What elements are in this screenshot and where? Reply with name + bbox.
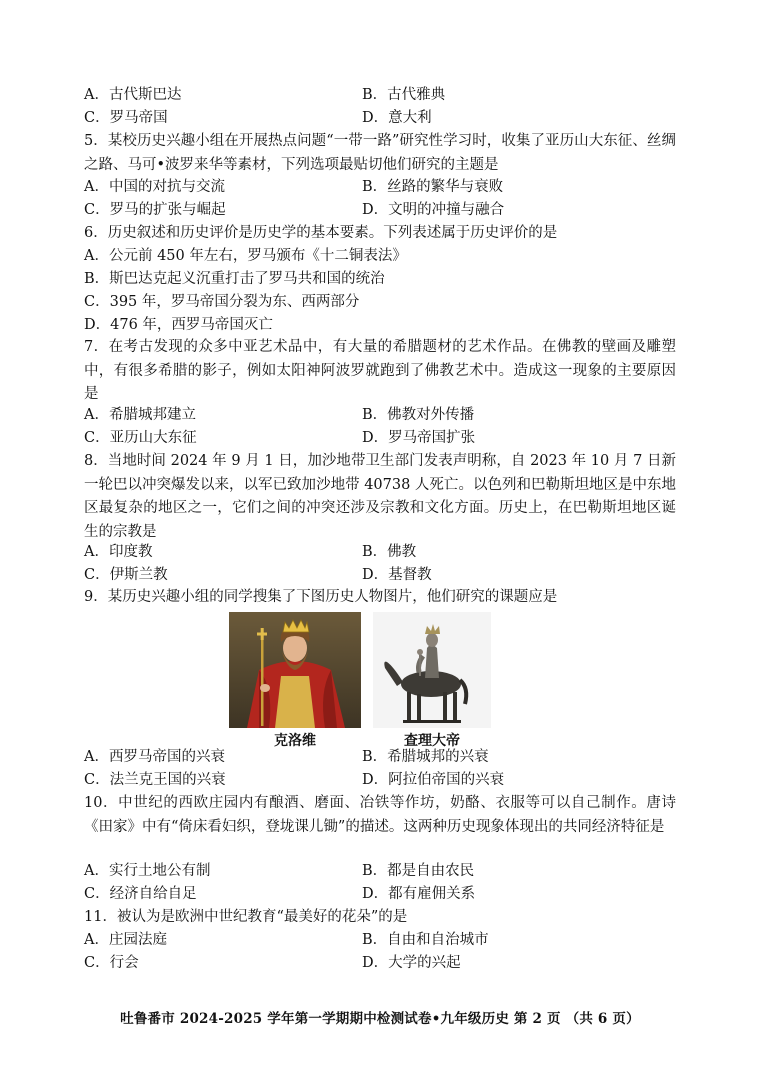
page-footer: 吐鲁番市 2024-2025 学年第一学期期中检测试卷•九年级历史 第 2 页 （共 6 页） bbox=[120, 1011, 640, 1027]
q4-option-c: C．罗马帝国 bbox=[84, 110, 168, 126]
q11-option-c: C．行会 bbox=[84, 955, 139, 971]
charlemagne-statue-image bbox=[373, 612, 491, 728]
q4-option-d: D．意大利 bbox=[362, 110, 432, 126]
q9-option-d: D．阿拉伯帝国的兴衰 bbox=[362, 772, 505, 788]
q10-option-c: C．经济自给自足 bbox=[84, 886, 197, 902]
q4-option-a: A．古代斯巴达 bbox=[84, 87, 182, 103]
q5-option-c: C．罗马的扩张与崛起 bbox=[84, 202, 226, 218]
q9-option-a: A．西罗马帝国的兴衰 bbox=[84, 749, 225, 765]
q7-option-d: D．罗马帝国扩张 bbox=[362, 430, 476, 446]
q9-option-b: B．希腊城邦的兴衰 bbox=[362, 749, 489, 765]
clovis-figure bbox=[229, 612, 361, 750]
q6-option-a: A．公元前 450 年左右，罗马颁布《十二铜表法》 bbox=[84, 248, 407, 264]
q7-option-b: B．佛教对外传播 bbox=[362, 407, 475, 423]
q9-option-c: C．法兰克王国的兴衰 bbox=[84, 772, 226, 788]
clovis-caption: 克洛维 bbox=[274, 732, 316, 748]
q11-option-a: A．庄园法庭 bbox=[84, 932, 167, 948]
q10-stem: 10．中世纪的西欧庄园内有酿酒、磨面、冶铁等作坊，奶酪、衣服等可以自己制作。唐诗《田家》中有“倚床看妇织，登垅课儿锄”的描述。这两种历史现象体现出的共同经济特征是 bbox=[84, 795, 676, 835]
q7-stem: 7．在考古发现的众多中亚艺术品中，有大量的希腊题材的艺术作品。在佛教的壁画及雕塑中，有很多希腊的影子，例如太阳神阿波罗就跑到了佛教艺术中。造成这一现象的主要原因是 bbox=[84, 339, 676, 402]
q6-option-c: C．395 年，罗马帝国分裂为东、西两部分 bbox=[84, 294, 360, 310]
q10-option-d: D．都有雇佣关系 bbox=[362, 886, 476, 902]
q10-option-b: B．都是自由农民 bbox=[362, 863, 475, 879]
clovis-portrait-image bbox=[229, 612, 361, 728]
q5-option-a: A．中国的对抗与交流 bbox=[84, 179, 225, 195]
q7-option-c: C．亚历山大东征 bbox=[84, 430, 197, 446]
q5-stem: 5．某校历史兴趣小组在开展热点问题“一带一路”研究性学习时，收集了亚历山大东征、丝绸之路、马可•波罗来华等素材，下列选项最贴切他们研究的主题是 bbox=[84, 133, 676, 173]
q5-option-b: B．丝路的繁华与衰败 bbox=[362, 179, 504, 195]
q8-option-d: D．基督教 bbox=[362, 567, 432, 583]
q10-option-a: A．实行土地公有制 bbox=[84, 863, 211, 879]
q11-option-d: D．大学的兴起 bbox=[362, 955, 461, 971]
q11-option-b: B．自由和自治城市 bbox=[362, 932, 489, 948]
q5-option-d: D．文明的冲撞与融合 bbox=[362, 202, 505, 218]
q6-stem: 6．历史叙述和历史评价是历史学的基本要素。下列表述属于历史评价的是 bbox=[84, 225, 558, 241]
q9-stem: 9．某历史兴趣小组的同学搜集了下图历史人物图片，他们研究的课题应是 bbox=[84, 589, 558, 605]
q7-option-a: A．希腊城邦建立 bbox=[84, 407, 196, 423]
q8-stem: 8．当地时间 2024 年 9 月 1 日，加沙地带卫生部门发表声明称，自 2023 年 10 月 7 日新一轮巴以冲突爆发以来，以军已致加沙地带 40738 人死亡。以色列和巴勒斯坦地区是中东地区最复杂的地区之一，它们之间的冲突还涉及宗教和文化方面。历史上，在巴勒斯坦地区诞生的宗教是 bbox=[84, 453, 676, 540]
q6-option-d: D．476 年，西罗马帝国灭亡 bbox=[84, 317, 273, 333]
q8-option-b: B．佛教 bbox=[362, 544, 417, 560]
q6-option-b: B．斯巴达克起义沉重打击了罗马共和国的统治 bbox=[84, 271, 385, 287]
q11-stem: 11．被认为是欧洲中世纪教育“最美好的花朵”的是 bbox=[84, 909, 408, 925]
q4-option-b: B．古代雅典 bbox=[362, 87, 446, 103]
charlemagne-figure bbox=[373, 612, 491, 750]
q8-option-c: C．伊斯兰教 bbox=[84, 567, 168, 583]
charlemagne-caption: 查理大帝 bbox=[404, 732, 460, 748]
q8-option-a: A．印度教 bbox=[84, 544, 153, 560]
